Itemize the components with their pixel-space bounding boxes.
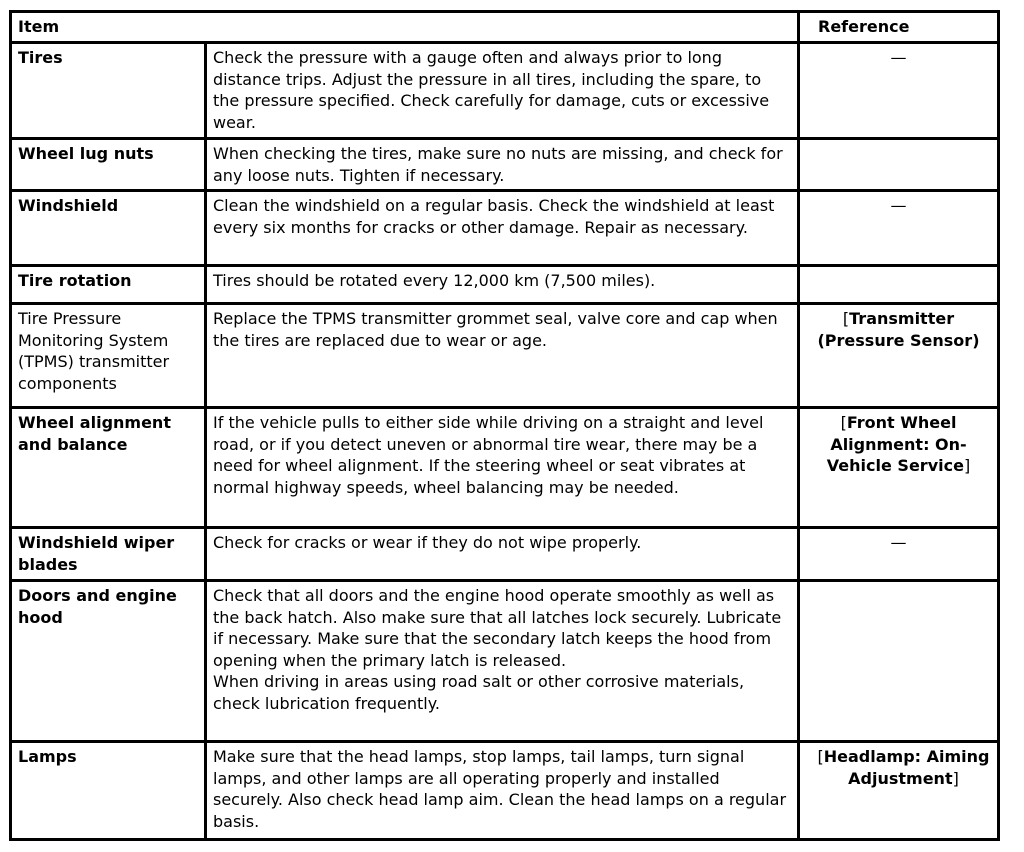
- reference-cell: [799, 304, 999, 408]
- reference-cell: [799, 139, 999, 191]
- table-row: [11, 742, 999, 840]
- description-paragraph: Check that all doors and the engine hood operate smoothly as well as the back hatch. Also make sure that all latches lock securely. Lubricate if necessary. Make sure that the secondary latch keeps the hood from opening when the primary latch is released.: [213, 586, 782, 670]
- transmitter-reference-link[interactable]: Transmitter (Pressure Sensor): [817, 309, 980, 350]
- table-row: [11, 191, 999, 266]
- item-cell: Wheel lug nuts: [11, 139, 206, 191]
- table-row: [11, 43, 999, 139]
- wheel-alignment-reference-link[interactable]: Front Wheel Alignment: On-Vehicle Service: [826, 413, 967, 475]
- item-cell: Tire rotation: [11, 266, 206, 304]
- reference-wrapper: [806, 746, 991, 789]
- reference-cell: [799, 742, 999, 840]
- reference-bracket-close: ]: [952, 768, 959, 788]
- table-row: [11, 304, 999, 408]
- table-row: [11, 139, 999, 191]
- empty-dash: —: [890, 48, 907, 67]
- header-item: Item: [11, 12, 799, 43]
- empty-dash: —: [890, 196, 907, 215]
- description-cell: Replace the TPMS transmitter grommet seal, valve core and cap when the tires are replaced due to wear or age.: [206, 304, 799, 408]
- reference-bracket-open: [: [817, 747, 824, 766]
- item-cell: Windshield: [11, 191, 206, 266]
- description-cell: Check for cracks or wear if they do not wipe properly.: [206, 528, 799, 581]
- item-cell: Lamps: [11, 742, 206, 840]
- item-cell: Windshield wiper blades: [11, 528, 206, 581]
- table-row: [11, 408, 999, 528]
- item-cell: Doors and engine hood: [11, 581, 206, 742]
- header-reference: Reference: [799, 12, 999, 43]
- description-cell: When checking the tires, make sure no nuts are missing, and check for any loose nuts. Tighten if necessary.: [206, 139, 799, 191]
- maintenance-table-container: [9, 10, 1000, 841]
- table-row: [11, 528, 999, 581]
- reference-bracket-open: [: [842, 309, 850, 328]
- reference-cell: [799, 408, 999, 528]
- reference-cell: [799, 528, 999, 581]
- headlamp-reference-link[interactable]: Headlamp: Aiming Adjustment: [823, 747, 990, 788]
- item-cell: Tire Pressure Monitoring System (TPMS) transmitter components: [11, 304, 206, 408]
- reference-bracket-open: [: [840, 413, 847, 432]
- description-cell: Make sure that the head lamps, stop lamps, tail lamps, turn signal lamps, and other lamps are all operating properly and installed securely. Also check head lamp aim. Clean the head lamps on a regular basis.: [206, 742, 799, 840]
- description-cell: Tires should be rotated every 12,000 km (7,500 miles).: [206, 266, 799, 304]
- empty-dash: —: [890, 533, 907, 552]
- maintenance-table: [9, 10, 1000, 841]
- item-cell: Tires: [11, 43, 206, 139]
- reference-bracket-close: ]: [963, 456, 971, 475]
- reference-cell: [799, 266, 999, 304]
- description-cell: Clean the windshield on a regular basis. Check the windshield at least every six months for cracks or other damage. Repair as necessary.: [206, 191, 799, 266]
- table-header-row: [11, 12, 999, 43]
- description-cell: Check the pressure with a gauge often and always prior to long distance trips. Adjust the pressure in all tires, including the spare, to the pressure specified. Check carefully for damage, cuts or excessive wear.: [206, 43, 799, 139]
- reference-cell: [799, 581, 999, 742]
- table-row: [11, 266, 999, 304]
- description-paragraph: When driving in areas using road salt or other corrosive materials, check lubrication frequently.: [213, 672, 745, 713]
- reference-wrapper: [806, 412, 991, 477]
- description-cell: If the vehicle pulls to either side while driving on a straight and level road, or if you detect uneven or abnormal tire wear, there may be a need for wheel alignment. If the steering wheel or seat vibrates at normal highway speeds, wheel balancing may be needed.: [206, 408, 799, 528]
- item-cell: Wheel alignment and balance: [11, 408, 206, 528]
- table-row: [11, 581, 999, 742]
- reference-cell: [799, 191, 999, 266]
- description-cell: [206, 581, 799, 742]
- reference-cell: [799, 43, 999, 139]
